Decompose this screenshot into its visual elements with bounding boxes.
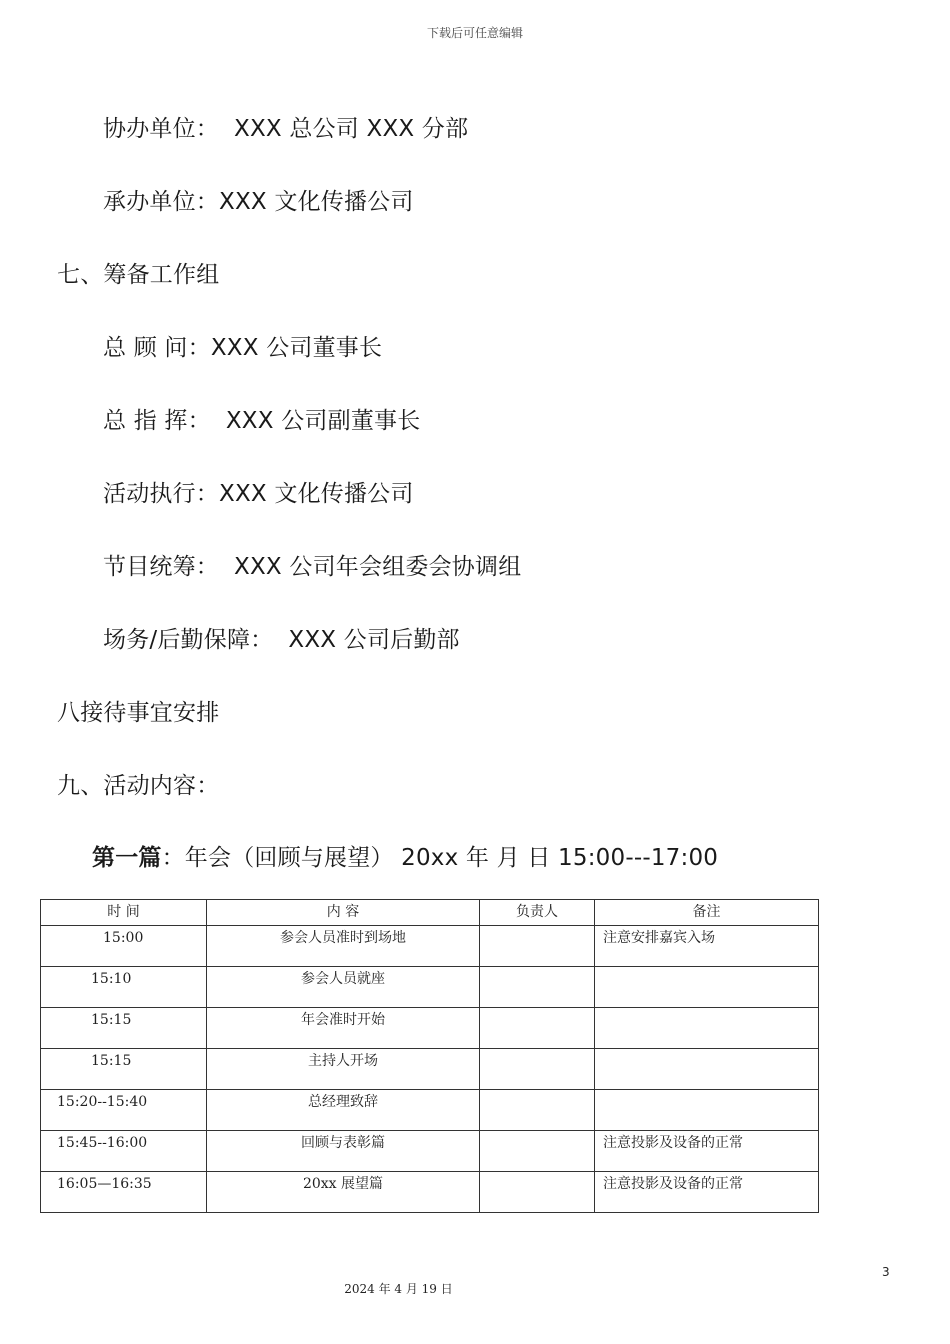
table-row: [41, 1131, 819, 1172]
part-1-label: 第一篇: [92, 845, 162, 871]
table-row: [41, 967, 819, 1008]
cell-content: 总经理致辞: [207, 1090, 480, 1131]
footer-date: 2024 年 4 月 19 日: [344, 1282, 453, 1296]
header-note: 备注: [595, 900, 819, 926]
cell-time: 15:20--15:40: [41, 1090, 207, 1131]
part-1-heading: [92, 839, 718, 872]
section-9-heading: 九、活动内容：: [57, 773, 220, 799]
page-header: 下载后可任意编辑: [426, 26, 523, 40]
cell-note: 注意投影及设备的正常: [595, 1131, 819, 1172]
cell-note: [595, 1049, 819, 1090]
header-content: 内 容: [207, 900, 480, 926]
cell-content: 年会准时开始: [207, 1008, 480, 1049]
cell-time: 15:15: [41, 1008, 207, 1049]
cell-person: [480, 926, 595, 967]
cell-time: 15:00: [41, 926, 207, 967]
section-7-heading: 七、筹备工作组: [57, 262, 220, 288]
table-row: [41, 926, 819, 967]
cell-content: 参会人员准时到场地: [207, 926, 480, 967]
cell-note: 注意安排嘉宾入场: [595, 926, 819, 967]
part-1-text: ：年会（回顾与展望） 20xx 年 月 日 15:00---17:00: [161, 845, 719, 871]
cell-time: 15:15: [41, 1049, 207, 1090]
cell-person: [480, 1131, 595, 1172]
table-row: [41, 1090, 819, 1131]
cell-time: 15:45--16:00: [41, 1131, 207, 1172]
header-person: 负责人: [480, 900, 595, 926]
cell-content: 参会人员就座: [207, 967, 480, 1008]
table-row: [41, 1172, 819, 1213]
cell-person: [480, 1049, 595, 1090]
cell-note: 注意投影及设备的正常: [595, 1172, 819, 1213]
commander-line: 总 指 挥： XXX 公司副董事长: [103, 408, 421, 434]
header-time: 时 间: [41, 900, 207, 926]
cell-person: [480, 1172, 595, 1213]
table-row: [41, 1049, 819, 1090]
cell-time: 16:05—16:35: [41, 1172, 207, 1213]
advisor-line: 总 顾 问：XXX 公司董事长: [103, 335, 383, 361]
organizer-line: 承办单位：XXX 文化传播公司: [103, 189, 414, 215]
section-8-heading: 八接待事宜安排: [57, 700, 220, 726]
table-row: [41, 1008, 819, 1049]
schedule-table: [40, 899, 819, 1213]
cell-note: [595, 967, 819, 1008]
cell-note: [595, 1090, 819, 1131]
cell-content: 20xx 展望篇: [207, 1172, 480, 1213]
cell-person: [480, 1090, 595, 1131]
cell-content: 主持人开场: [207, 1049, 480, 1090]
cell-time: 15:10: [41, 967, 207, 1008]
cell-content: 回顾与表彰篇: [207, 1131, 480, 1172]
co-organizer-line: 协办单位： XXX 总公司 XXX 分部: [103, 116, 469, 142]
cell-person: [480, 1008, 595, 1049]
page-number: 3: [882, 1265, 890, 1279]
program-line: 节目统筹： XXX 公司年会组委会协调组: [103, 554, 522, 580]
execution-line: 活动执行：XXX 文化传播公司: [103, 481, 414, 507]
cell-note: [595, 1008, 819, 1049]
logistics-line: 场务/后勤保障： XXX 公司后勤部: [103, 627, 460, 653]
cell-person: [480, 967, 595, 1008]
table-header-row: [41, 900, 819, 926]
